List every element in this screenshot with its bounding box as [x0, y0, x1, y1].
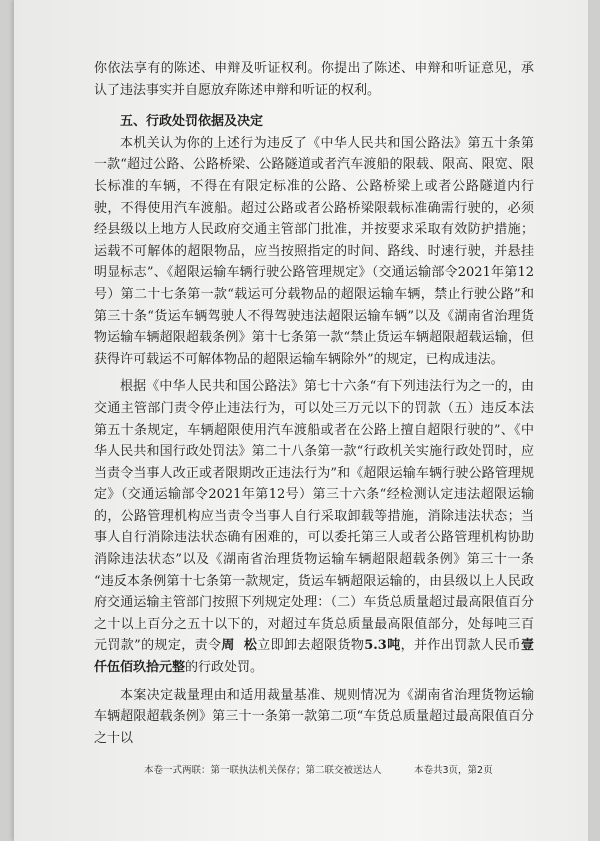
party-name-gap [235, 638, 244, 653]
penalty-text-a: 根据《中华人民共和国公路法》第七十六条“有下列违法行为之一的，由交通主管部门责令停止违法行为，可以处三万元以下的罚款（五）违反本法第五十条规定，车辆超限使用汽车渡船或者在公路上擅自超限行驶的”、《中华人民共和国行政处罚法》第二十八条第一款“行政机关实施行政处罚时，应当责令当事人改正或者限期改正违法行为”和《超限运输车辆行驶公路管理规定》（交通运输部令2021年第12号）第三十六条“经检测认定违法超限运输的，公路管理机构应当责令当事人自行采取卸载等措施，消除违法状态；当事人自行消除违法状态确有困难的，可以委托第三人或者公路管理机构协助消除违法状态”以及《湖南省治理货物运输车辆超限超载条例》第三十一条 “违反本条例第十七条第一款规定，货运车辆超限运输的，由县级以上人民政府交通运输主管部门按照下列规定处理：（二）车货总质量超过最高限值百分之十以上百分之五十以下的，对超过车货总质量最高限值部分，处每吨三百元罚款”的规定，责令 [94, 379, 534, 654]
penalty-text-c: ，并作出罚款人民币 [400, 638, 521, 654]
fine-amount: 壹仟伍佰玖拾元整 [94, 638, 534, 676]
penalty-text-b: 立即卸去超限货物 [257, 638, 365, 654]
document-body [94, 58, 534, 749]
document-page [14, 0, 588, 841]
overload-weight: 5.3吨 [364, 638, 401, 654]
penalty-text-d: 的行政处罚。 [185, 660, 264, 676]
paragraph-violation: 本机关认为你的上述行为违反了《中华人民共和国公路法》第五十条第一款“超过公路、公路桥梁、公路隧道或者汽车渡船的限载、限高、限宽、限长标准的车辆，不得在有限定标准的公路、公路桥梁上或者公路隧道内行驶，不得使用汽车渡船。超过公路或者公路桥梁限载标准确需行驶的，必须经县级以上地方人民政府交通主管部门批准，并按要求采取有效防护措施；运载不可解体的超限物品，应当按照指定的时间、路线、时速行驶，并悬挂明显标志”、《超限运输车辆行驶公路管理规定》（交通运输部令2021年第12号）第二十七条第一款“载运可分载物品的超限运输车辆，禁止行驶公路”和第三十条“货运车辆驾驶人不得驾驶违法超限运输车辆”以及《湖南省治理货物运输车辆超限超载条例》第十七条第一款“禁止货运车辆超限超载运输，但获得许可载运不可解体物品的超限运输车辆除外”的规定，已构成违法。 [94, 135, 534, 367]
footer-copies-note: 本卷一式两联：第一联执法机关保存；第二联交被送达人 [144, 765, 382, 776]
paragraph-rights: 你依法享有的陈述、申辩及听证权利。你提出了陈述、申辩和听证意见，承认了违法事实并自愿放弃陈述申辩和听证的权利。 [94, 61, 534, 98]
party-name-first: 周 [221, 638, 235, 654]
footer-page-number: 本卷共3页，第2页 [414, 765, 493, 776]
party-name-last: 松 [243, 638, 258, 654]
paragraph-discretion: 本案决定裁量理由和适用裁量基准、规则情况为《湖南省治理货物运输车辆超限超载条例》第三十一条第一款第二项“车货总质量超过最高限值百分之十以 [94, 687, 534, 746]
page-footer [14, 762, 588, 776]
paragraph-penalty-decision [94, 376, 534, 678]
section-heading-penalty-basis: 五、行政处罚依据及决定 [120, 114, 264, 130]
